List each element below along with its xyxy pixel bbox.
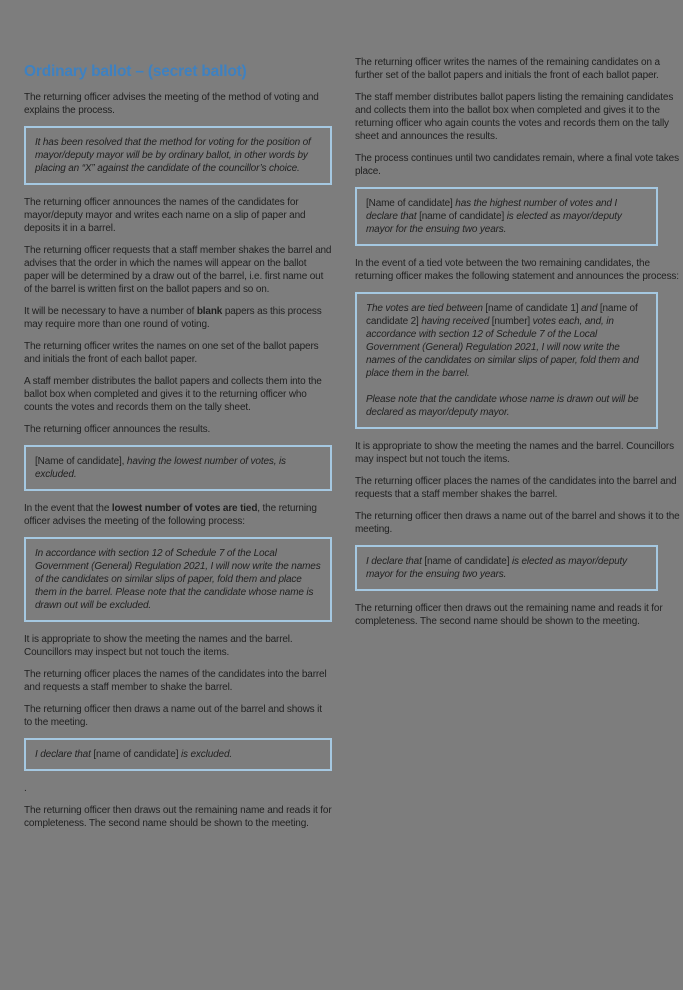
text-run: [name of candidate] bbox=[419, 211, 505, 222]
callout-paragraph bbox=[35, 455, 321, 481]
text-run: [name of candidate] bbox=[93, 749, 179, 760]
text-run: The staff member distributes ballot papers listing the remaining candidates and collects them into the ballot box when completed and gives it to the returning officer who again counts the votes and records them on the tally sheet and announces the results. bbox=[355, 92, 674, 142]
paragraph bbox=[24, 782, 332, 795]
callout-paragraph bbox=[366, 555, 647, 581]
paragraph bbox=[355, 56, 681, 82]
text-run: It is appropriate to show the meeting the names and the barrel. Councillors may inspect but not touch the items. bbox=[24, 634, 293, 658]
paragraph bbox=[24, 804, 332, 830]
text-run: I declare that bbox=[366, 556, 425, 567]
paragraph bbox=[355, 602, 681, 628]
paragraph bbox=[355, 152, 681, 178]
text-run: The votes are tied between bbox=[366, 303, 486, 314]
paragraph bbox=[355, 510, 681, 536]
text-run: A staff member distributes the ballot papers and collects them into the ballot box when completed and gives it to the returning officer who counts the votes and records them on the tally sheet. bbox=[24, 376, 322, 413]
text-run: Please note that the candidate whose name is drawn out will be declared as mayor/deputy mayor. bbox=[366, 394, 639, 418]
text-run: having received bbox=[418, 316, 492, 327]
callout-box bbox=[355, 292, 658, 429]
paragraph bbox=[355, 257, 681, 283]
text-run: is excluded. bbox=[178, 749, 232, 760]
text-run: votes each, and, in accordance with section 12 of Schedule 7 of the Local Government (General) Regulation 2021, I will now write the names of the candidates on similar slips of paper, fold them and place them in the barrel. bbox=[366, 316, 639, 379]
text-run: The returning officer announces the names of the candidates for mayor/deputy mayor and writes each name on a slip of paper and deposits it in a barrel. bbox=[24, 197, 306, 234]
paragraph bbox=[24, 502, 332, 528]
text-run: The returning officer then draws a name out of the barrel and shows it to the meeting. bbox=[355, 511, 680, 535]
text-run: It is appropriate to show the meeting the names and the barrel. Councillors may inspect but not touch the items. bbox=[355, 441, 674, 465]
callout-box bbox=[355, 545, 658, 591]
text-run: and bbox=[578, 303, 600, 314]
text-run: is elected as mayor/deputy mayor for the ensuing two years. bbox=[366, 556, 628, 580]
text-run: In the event of a tied vote between the two remaining candidates, the returning officer makes the following statement and announces the process: bbox=[355, 258, 679, 282]
text-run: The returning officer requests that a staff member shakes the barrel and advises that the order in which the names will appear on the ballot paper will be determined by a draw out of the barrel, i.e. first name out of the barrel is written first on the ballot papers and so on. bbox=[24, 245, 332, 295]
paragraph bbox=[355, 440, 681, 466]
right-column bbox=[355, 56, 681, 628]
text-run: [name of candidate] bbox=[424, 556, 510, 567]
text-run: papers as this process may require more than one round of voting. bbox=[24, 306, 322, 330]
left-column bbox=[24, 62, 332, 830]
text-run: blank bbox=[196, 306, 223, 317]
paragraph bbox=[24, 633, 332, 659]
callout-paragraph bbox=[35, 748, 321, 761]
text-run: In accordance with section 12 of Schedule 7 of the Local Government (General) Regulation 2021, I will now write the names of the candidates on similar slips of paper, fold them and place them in the barrel. Please note that the candidate whose name is drawn out will be excluded. bbox=[35, 548, 321, 611]
text-run: The returning officer then draws out the remaining name and reads it for completeness. The second name should be shown to the meeting. bbox=[24, 805, 332, 829]
paragraph bbox=[355, 475, 681, 501]
text-run: , the returning officer advises the meeting of the following process: bbox=[24, 503, 317, 527]
callout-box bbox=[24, 445, 332, 491]
text-run: is elected as mayor/deputy mayor for the ensuing two years. bbox=[366, 211, 622, 235]
text-run: I declare that bbox=[35, 749, 94, 760]
text-run: The returning officer places the names of the candidates into the barrel and requests that a staff member shakes the barrel. bbox=[355, 476, 677, 500]
callout-box bbox=[355, 187, 658, 246]
text-run: It has been resolved that the method for voting for the position of mayor/deputy mayor will be by ordinary ballot, in other words by placing an “X” against the candidate of the councillor’s choice. bbox=[35, 137, 311, 174]
callout-paragraph bbox=[35, 547, 321, 612]
text-run: The returning officer writes the names of the remaining candidates on a further set of the ballot papers and initials the front of each ballot paper. bbox=[355, 57, 660, 81]
text-run: In the event that the bbox=[24, 503, 112, 514]
paragraph bbox=[355, 91, 681, 143]
callout-paragraph bbox=[366, 302, 647, 380]
text-run: The process continues until two candidates remain, where a final vote takes place. bbox=[355, 153, 679, 177]
text-run: The returning officer places the names of the candidates into the barrel and requests a staff member to shake the barrel. bbox=[24, 669, 327, 693]
callout-paragraph bbox=[366, 393, 647, 419]
text-run: . bbox=[24, 783, 27, 794]
text-run: [name of candidate 2] bbox=[366, 303, 638, 327]
text-run: The returning officer then draws out the remaining name and reads it for completeness. The second name should be shown to the meeting. bbox=[355, 603, 663, 627]
text-run: The returning officer writes the names on one set of the ballot papers and initials the front of each ballot paper. bbox=[24, 341, 319, 365]
paragraph bbox=[24, 340, 332, 366]
callout-paragraph bbox=[366, 197, 647, 236]
text-run: lowest number of votes are tied bbox=[111, 503, 258, 514]
text-run: The returning officer announces the results. bbox=[24, 424, 211, 435]
paragraph bbox=[24, 668, 332, 694]
callout-paragraph bbox=[35, 136, 321, 175]
paragraph bbox=[24, 196, 332, 235]
paragraph bbox=[24, 244, 332, 296]
left-column-blocks bbox=[24, 91, 332, 830]
text-run: [name of candidate 1] bbox=[485, 303, 579, 314]
paragraph bbox=[24, 91, 332, 117]
callout-box bbox=[24, 738, 332, 771]
text-run: The returning officer then draws a name out of the barrel and shows it to the meeting. bbox=[24, 704, 322, 728]
callout-box bbox=[24, 126, 332, 185]
text-run: [Name of candidate], bbox=[35, 456, 127, 467]
paragraph bbox=[24, 423, 332, 436]
text-run: [number] bbox=[491, 316, 531, 327]
callout-box bbox=[24, 537, 332, 622]
text-run: It will be necessary to have a number of bbox=[24, 306, 197, 317]
text-run: has the highest number of votes and I declare that bbox=[366, 198, 618, 222]
paragraph bbox=[24, 375, 332, 414]
page-title: Ordinary ballot – (secret ballot) bbox=[24, 63, 247, 80]
text-run: The returning officer advises the meeting of the method of voting and explains the process. bbox=[24, 92, 319, 116]
text-run: having the lowest number of votes, is excluded. bbox=[35, 456, 286, 480]
text-run: [Name of candidate] bbox=[366, 198, 456, 209]
paragraph bbox=[24, 305, 332, 331]
paragraph bbox=[24, 703, 332, 729]
